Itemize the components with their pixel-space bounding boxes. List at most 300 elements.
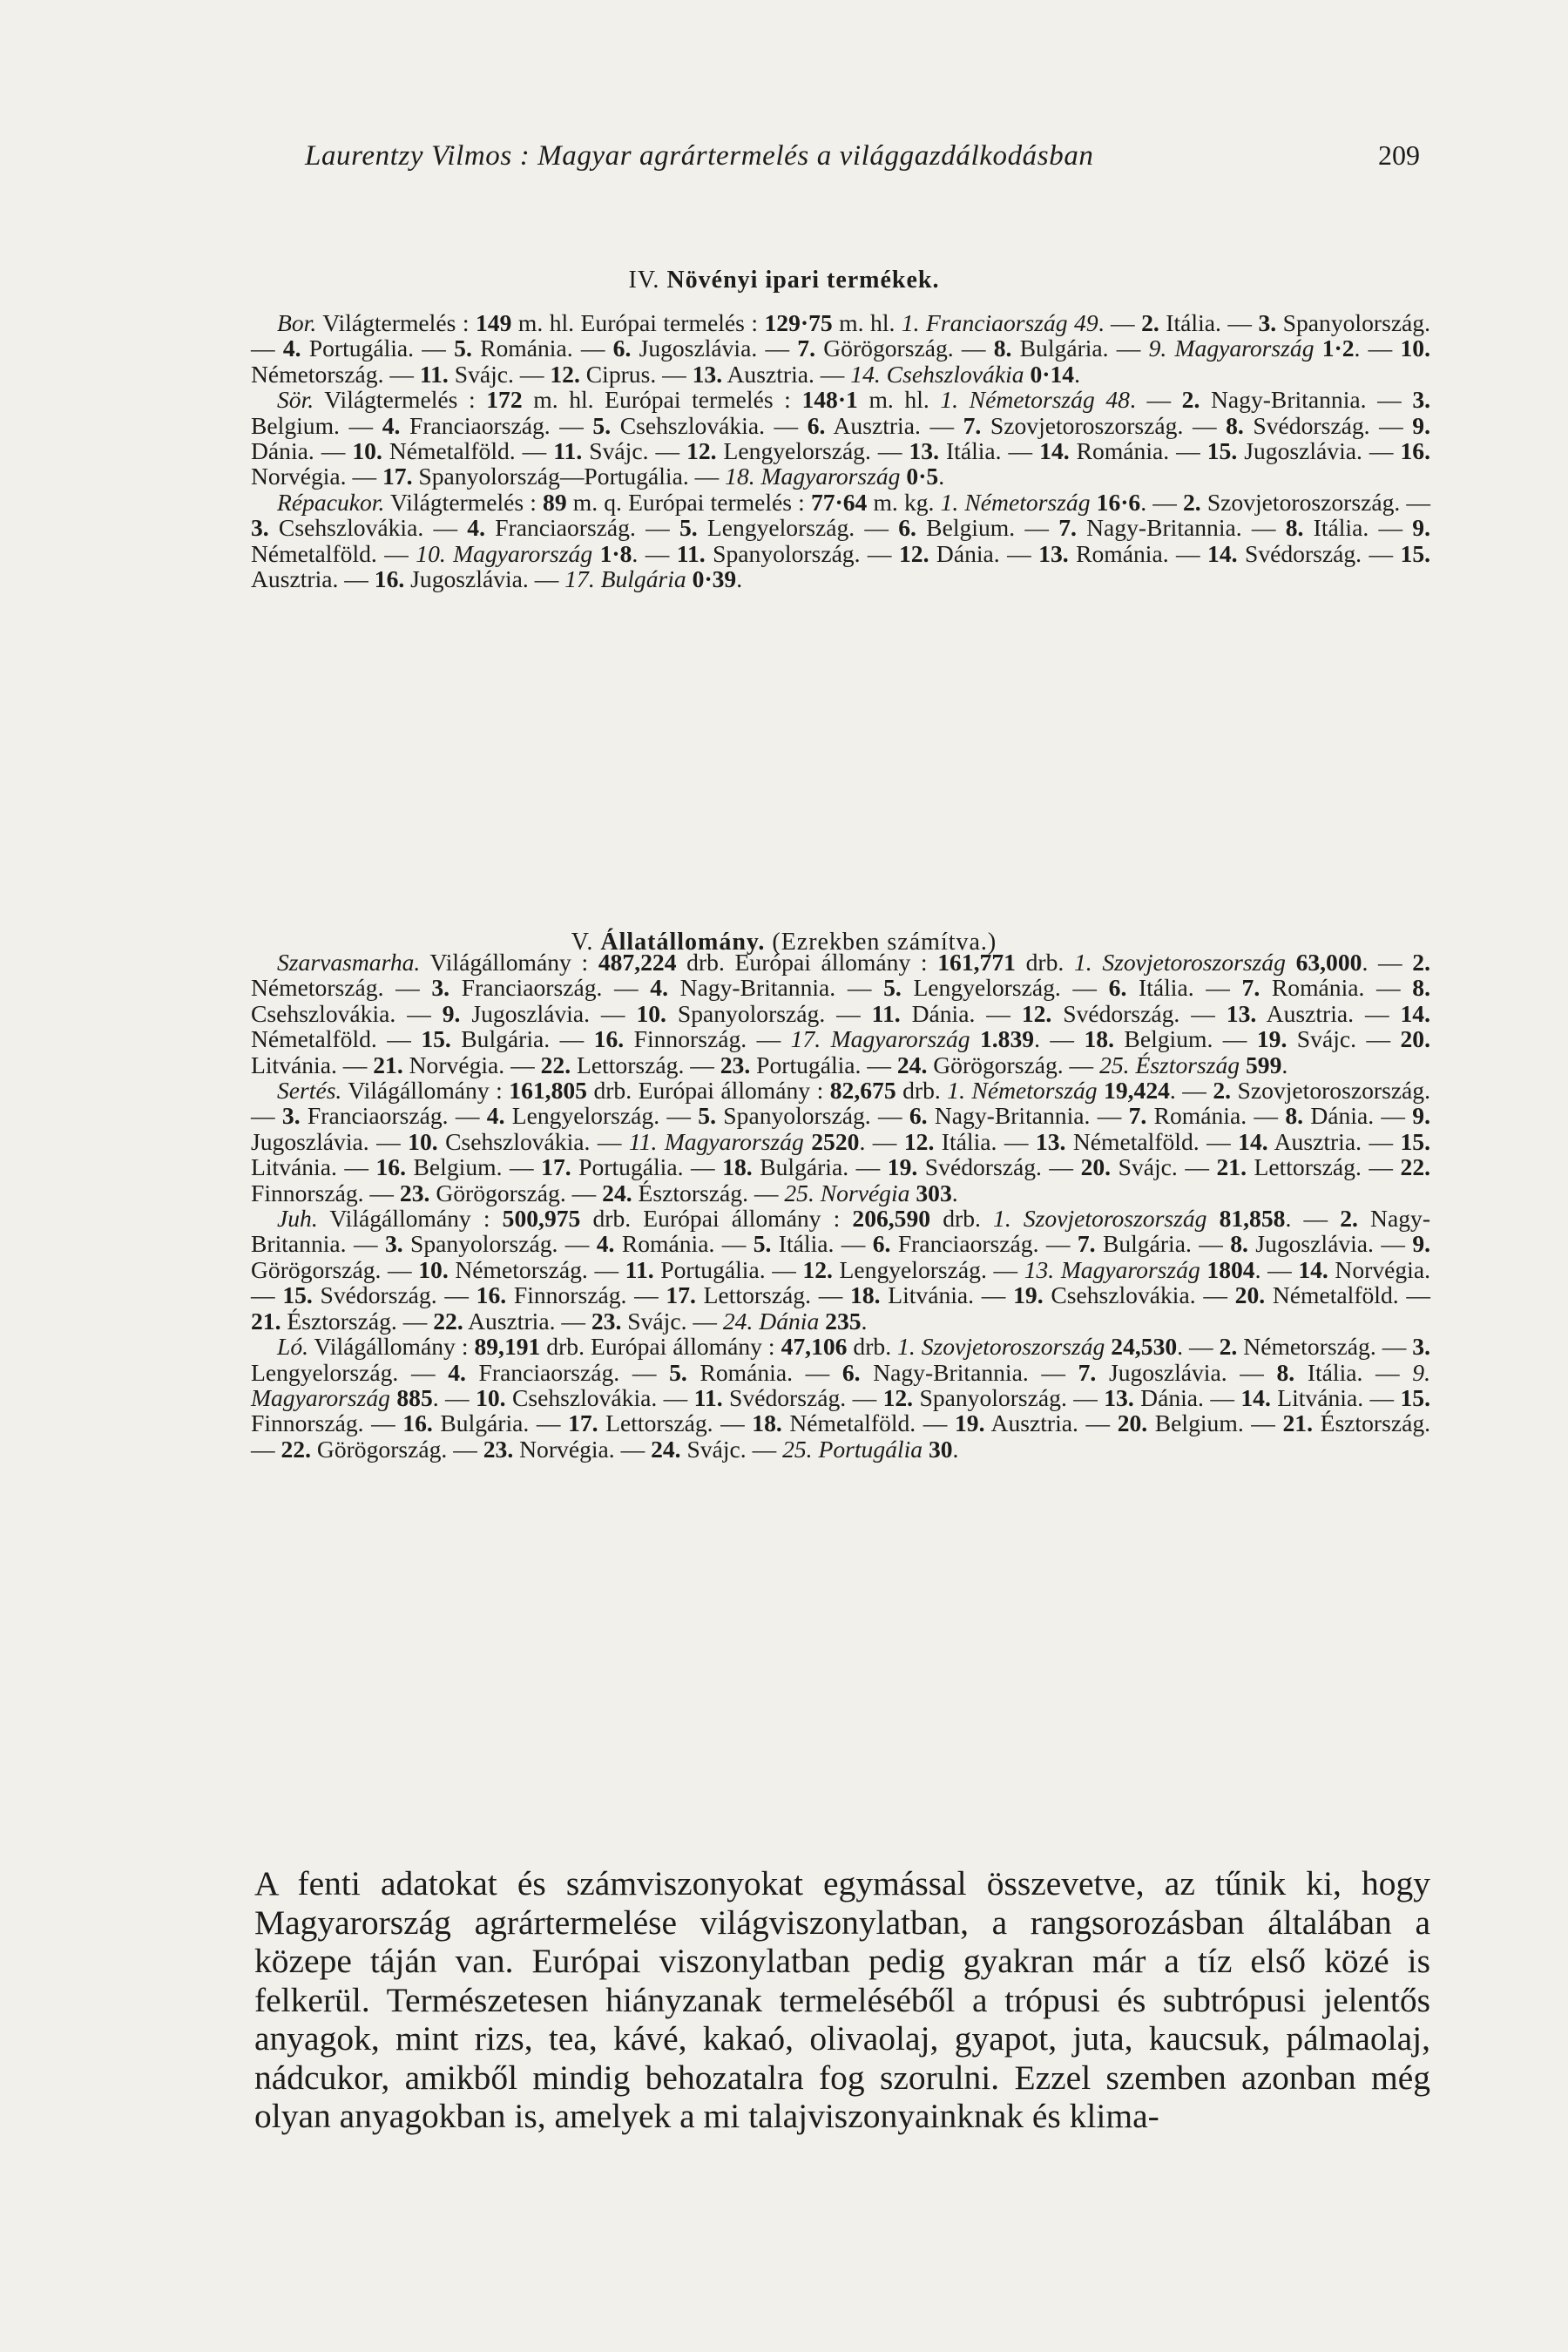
entry-text	[970, 1025, 980, 1052]
rank-or-value: 500,975	[502, 1205, 581, 1233]
entry-text: drb. Európai állomány :	[580, 1205, 853, 1233]
rank-or-value: 12.	[1021, 999, 1052, 1027]
rank-or-value: 20.	[1117, 1409, 1148, 1437]
entry-text: Belgium. —	[916, 514, 1059, 542]
entry-text: Franciaország. —	[400, 411, 593, 439]
rank-or-value: 129·75	[764, 309, 833, 336]
rank-or-value: 19.	[1256, 1025, 1288, 1053]
entry-text: Litvánia. —	[251, 1153, 376, 1181]
entry-label: Ló.	[277, 1333, 309, 1361]
rank-or-value: 7.	[1078, 1358, 1097, 1386]
rank-or-value: 63,000	[1295, 949, 1362, 976]
rank-or-value: 4.	[596, 1230, 615, 1258]
entry-text: Lengyelország. —	[716, 437, 909, 465]
rank-or-value: 2.	[1182, 488, 1201, 516]
rank-or-value: 206,590	[852, 1205, 931, 1233]
entry-text: Ausztria. —	[463, 1307, 591, 1335]
entry-text: m. hl. Európai termelés :	[511, 309, 765, 336]
entry-text: Németalföld. —	[382, 437, 554, 465]
rank-or-value: 3.	[384, 1230, 403, 1258]
entry-text: Világállomány :	[308, 1333, 475, 1361]
rank-or-value: 10.	[1400, 335, 1430, 362]
rank-or-value: 30	[928, 1435, 953, 1463]
entry-text: . —	[1169, 1077, 1213, 1105]
highlighted-country: 1. Németország	[940, 488, 1091, 516]
highlighted-country: 1. Németország	[947, 1077, 1098, 1105]
rank-or-value: 21.	[373, 1051, 403, 1078]
plant-products-list	[251, 310, 1430, 591]
rank-or-value: 10.	[476, 1383, 506, 1411]
entry-text: Belgium. —	[1147, 1409, 1283, 1437]
rank-or-value: 13.	[1035, 1127, 1066, 1155]
entry-text: Világállomány :	[341, 1077, 510, 1105]
rank-or-value: 17.	[382, 463, 413, 490]
rank-or-value: 6.	[898, 514, 916, 542]
entry-text: Világtermelés :	[316, 309, 476, 336]
entry-text: Finnország. —	[251, 1179, 400, 1206]
rank-or-value: 13.	[1226, 999, 1257, 1027]
entry-text: drb. Európai állomány :	[540, 1333, 781, 1361]
entry-text: . —	[1362, 949, 1413, 976]
rank-or-value: 4.	[282, 335, 301, 362]
entry-text: . —	[1140, 488, 1183, 516]
entry-text: Belgium. —	[251, 411, 382, 439]
entry-text: Finnország. —	[506, 1281, 666, 1309]
entry-text: drb.	[930, 1205, 994, 1233]
rank-or-value: 7.	[1077, 1230, 1096, 1258]
entry-text: Svájc. —	[1287, 1025, 1401, 1053]
entry-text: Spanyolország. —	[251, 309, 1431, 362]
entry-text: Dánia. —	[900, 999, 1022, 1027]
highlighted-country: 1. Németország 48	[940, 386, 1130, 414]
rank-or-value: 18.	[722, 1153, 753, 1181]
entry-text: Bulgária. —	[1095, 1230, 1231, 1258]
entry-text: Jugoszlávia. —	[251, 1127, 409, 1155]
entry-text: Franciaország. —	[449, 974, 651, 1002]
entry-text: Svédország. —	[312, 1281, 476, 1309]
entry-text: . —	[1098, 309, 1142, 336]
entry-text: Lengyelország. —	[251, 1358, 449, 1386]
rank-or-value: 3.	[1412, 386, 1431, 414]
rank-or-value: 2.	[1412, 949, 1430, 976]
rank-or-value: 3.	[1412, 1333, 1430, 1361]
rank-or-value: 8.	[1276, 1358, 1295, 1386]
rank-or-value: 12.	[550, 360, 580, 388]
entry-text: m. hl.	[832, 309, 902, 336]
entry-text: .	[1281, 1051, 1288, 1078]
rank-or-value: 3.	[1258, 309, 1277, 336]
rank-or-value: 5.	[679, 514, 698, 542]
entry-text: Észtország. —	[251, 1409, 1431, 1463]
entry-text: Jugoszlávia. —	[404, 565, 565, 593]
entry-text: Jugoszlávia. —	[460, 999, 637, 1027]
rank-or-value: 1·8	[599, 539, 632, 567]
entry-text: Spanyolország. —	[402, 1230, 597, 1258]
entry-text: Szovjetoroszország. —	[1200, 488, 1430, 516]
running-title: Laurentzy Vilmos : Magyar agrártermelés a világgazdálkodásban	[305, 140, 1094, 172]
rank-or-value: 2.	[1219, 1333, 1238, 1361]
entry-text: Svájc. —	[448, 360, 551, 388]
rank-or-value: 19.	[887, 1153, 918, 1181]
entry-text: Litvánia. —	[880, 1281, 1014, 1309]
highlighted-country: 11. Magyarország	[628, 1127, 804, 1155]
entry-text: Spanyolország. —	[913, 1383, 1105, 1411]
entry-text: Svédország. —	[917, 1153, 1081, 1181]
rank-or-value: 23.	[483, 1435, 514, 1463]
rank-or-value: 599	[1245, 1051, 1282, 1078]
entry-text: Németalföld. —	[781, 1409, 955, 1437]
entry-text: .	[1074, 360, 1080, 388]
entry-text: Itália. —	[934, 1127, 1036, 1155]
entry-text: Lettország. —	[598, 1409, 753, 1437]
entry-text: Nagy-Britannia. —	[1076, 514, 1286, 542]
entry-text	[1315, 335, 1322, 362]
rank-or-value: 161,771	[937, 949, 1016, 976]
rank-or-value: 6.	[612, 335, 632, 362]
entry-bor	[251, 310, 1430, 387]
rank-or-value: 9.	[1412, 411, 1430, 439]
section-title: Növényi ipari termékek.	[666, 267, 940, 294]
rank-or-value: 3.	[431, 974, 450, 1002]
highlighted-country: 9. Magyarország	[1148, 335, 1315, 362]
entry-text: drb.	[1015, 949, 1074, 976]
rank-or-value: 0·14	[1030, 360, 1075, 388]
entry-text: m. hl.	[857, 386, 941, 414]
entry-text: Nagy-Britannia. —	[1200, 386, 1413, 414]
rank-or-value: 5.	[698, 1102, 716, 1130]
entry-text: Spanyolország. —	[716, 1102, 909, 1130]
entry-text: Svájc. —	[582, 437, 687, 465]
rank-or-value: 9.	[1412, 1102, 1430, 1130]
rank-or-value: 22.	[280, 1435, 311, 1463]
rank-or-value: 16.	[476, 1281, 507, 1309]
highlighted-country: 17. Bulgária	[564, 565, 686, 593]
entry-text: Itália. —	[1159, 309, 1259, 336]
entry-text: Svájc. —	[1111, 1153, 1217, 1181]
entry-text: Jugoszlávia. —	[1096, 1358, 1277, 1386]
entry-text: Spanyolország. —	[705, 539, 899, 567]
rank-or-value: 10.	[418, 1255, 449, 1283]
rank-or-value: 16.	[1400, 437, 1430, 465]
rank-or-value: 10.	[352, 437, 382, 465]
entry-text: Németország. —	[251, 360, 420, 388]
rank-or-value: 12.	[882, 1383, 914, 1411]
rank-or-value: 7.	[1241, 974, 1260, 1002]
entry-text: Svédország. —	[1051, 999, 1227, 1027]
entry-text: . —	[1177, 1333, 1220, 1361]
entry-text: Észtország. —	[280, 1307, 434, 1335]
rank-or-value: 8.	[1226, 411, 1244, 439]
entry-text	[1206, 1205, 1219, 1232]
entry-text: Románia. —	[686, 1358, 842, 1386]
entry-text: Jugoszlávia. —	[1237, 437, 1401, 465]
entry-text: .	[861, 1307, 868, 1335]
entry-text: Ausztria. —	[251, 565, 375, 593]
entry-text: Szovjetoroszország. —	[981, 411, 1227, 439]
section-heading-plant-products	[0, 267, 1568, 294]
rank-or-value: 6.	[909, 1102, 928, 1130]
entry-text: Litvánia. —	[1270, 1383, 1401, 1411]
rank-or-value: 17.	[666, 1281, 696, 1309]
rank-or-value: 3.	[251, 514, 269, 542]
rank-or-value: 11.	[419, 360, 449, 388]
rank-or-value: 5.	[592, 411, 612, 439]
page-number: 209	[1378, 139, 1420, 171]
entry-text: Svédország. —	[1237, 539, 1401, 567]
entry-label: Szarvasmarha.	[277, 949, 421, 976]
rank-or-value: 16·6	[1096, 488, 1141, 516]
entry-text	[1240, 1051, 1246, 1078]
entry-text: Lengyelország. —	[901, 974, 1109, 1002]
highlighted-country: 10. Magyarország	[416, 539, 593, 567]
entry-juh	[251, 1206, 1430, 1334]
entry-text: Itália. —	[771, 1230, 873, 1258]
rank-or-value: 19.	[1013, 1281, 1044, 1309]
rank-or-value: 2520	[811, 1127, 860, 1155]
entry-text: Svájc. —	[680, 1435, 783, 1463]
rank-or-value: 15.	[1206, 437, 1238, 465]
section-title: Állatállomány.	[600, 929, 766, 956]
section-number: V.	[571, 929, 594, 956]
rank-or-value: 15.	[1400, 1127, 1430, 1155]
entry-text: Bulgária. —	[432, 1409, 569, 1437]
entry-text: Csehszlovákia. —	[437, 1127, 629, 1155]
rank-or-value: 24.	[602, 1179, 632, 1206]
entry-text: Dánia. —	[929, 539, 1039, 567]
rank-or-value: 2.	[1181, 386, 1200, 414]
rank-or-value: 14.	[1039, 437, 1070, 465]
entry-text: Portugália. —	[750, 1051, 897, 1078]
rank-or-value: 2.	[1213, 1077, 1232, 1105]
entry-text: Románia. —	[1146, 1102, 1286, 1130]
rank-or-value: 8.	[1285, 1102, 1304, 1130]
rank-or-value: 16.	[593, 1025, 625, 1053]
entry-text	[804, 1128, 811, 1155]
entry-text: Ausztria. —	[722, 360, 851, 388]
rank-or-value: 885	[396, 1383, 433, 1411]
entry-text: Lengyelország. —	[504, 1102, 699, 1130]
entry-text: Spanyolország. —	[666, 999, 872, 1027]
entry-text: Litvánia. —	[251, 1051, 374, 1078]
entry-text: . —	[1354, 335, 1401, 362]
rank-or-value: 6.	[807, 411, 826, 439]
rank-or-value: 17.	[541, 1153, 571, 1181]
entry-text: Görögország. —	[815, 335, 994, 362]
rank-or-value: 4.	[382, 411, 401, 439]
rank-or-value: 0·5	[906, 463, 939, 490]
rank-or-value: 11.	[553, 437, 583, 465]
entry-text: Bulgária. —	[1011, 335, 1149, 362]
highlighted-country: 1. Franciaország 49	[901, 309, 1098, 336]
entry-text: Norvégia. —	[251, 1255, 1430, 1309]
entry-text: . —	[432, 1383, 476, 1411]
rank-or-value: 17.	[568, 1409, 598, 1437]
rank-or-value: 1·2	[1321, 335, 1355, 362]
entry-sor	[251, 387, 1430, 490]
entry-text: Itália. —	[1294, 1358, 1413, 1386]
rank-or-value: 11.	[676, 539, 706, 567]
rank-or-value: 4.	[650, 974, 668, 1002]
entry-text: Franciaország. —	[890, 1230, 1078, 1258]
entry-text: . —	[1034, 1025, 1085, 1053]
rank-or-value: 6.	[841, 1358, 861, 1386]
entry-text: Norvégia. —	[402, 1051, 541, 1078]
highlighted-country: 25. Norvégia	[784, 1179, 910, 1206]
rank-or-value: 1804	[1206, 1255, 1255, 1283]
entry-text: Románia. —	[614, 1230, 754, 1258]
rank-or-value: 16.	[402, 1409, 433, 1437]
rank-or-value: 1.839	[979, 1025, 1035, 1053]
entry-text: Románia. —	[1069, 437, 1207, 465]
entry-text: Bulgária. —	[450, 1025, 594, 1053]
entry-text: Ausztria. —	[1267, 1127, 1401, 1155]
entry-text: Franciaország. —	[300, 1102, 487, 1130]
highlighted-country: 25. Észtország	[1099, 1051, 1240, 1078]
rank-or-value: 11.	[693, 1383, 723, 1411]
rank-or-value: 6.	[1108, 974, 1127, 1002]
entry-text: Világtermelés :	[314, 386, 487, 414]
entry-text: Németalföld. —	[1065, 1127, 1239, 1155]
rank-or-value: 2.	[1340, 1205, 1358, 1233]
rank-or-value: 7.	[797, 335, 815, 362]
highlighted-country: 25. Portugália	[782, 1435, 923, 1463]
rank-or-value: 21.	[251, 1307, 281, 1335]
entry-text	[1286, 949, 1296, 976]
entry-sertes	[251, 1078, 1430, 1206]
rank-or-value: 16.	[375, 1153, 406, 1181]
entry-text: m. hl. Európai termelés :	[522, 386, 802, 414]
rank-or-value: 8.	[1285, 514, 1304, 542]
rank-or-value: 5.	[454, 335, 472, 362]
rank-or-value: 21.	[1216, 1153, 1247, 1181]
rank-or-value: 18.	[752, 1409, 782, 1437]
entry-text: Itália. —	[938, 437, 1040, 465]
rank-or-value: 23.	[591, 1307, 622, 1335]
entry-text: m. kg.	[867, 488, 941, 516]
entry-text: Észtország. —	[632, 1179, 785, 1206]
rank-or-value: 9.	[1412, 1230, 1431, 1258]
entry-text: m. q. Európai termelés :	[566, 488, 811, 516]
rank-or-value: 12.	[903, 1127, 935, 1155]
entry-text: Nagy-Britannia. —	[927, 1102, 1129, 1130]
rank-or-value: 20.	[1080, 1153, 1112, 1181]
rank-or-value: 10.	[636, 999, 666, 1027]
entry-text: Portugália. —	[571, 1153, 723, 1181]
running-header	[305, 139, 1420, 172]
entry-text: Franciaország. —	[484, 514, 679, 542]
rank-or-value: 11.	[625, 1255, 654, 1283]
entry-text: Portugália. —	[301, 335, 455, 362]
entry-text: Görögország. —	[429, 1179, 603, 1206]
entry-text: Svédország. —	[1243, 411, 1413, 439]
section-subtitle: (Ezrekben számítva.)	[772, 929, 997, 956]
entry-text: Finnország. —	[251, 1409, 403, 1437]
entry-text: .	[952, 1435, 959, 1463]
rank-or-value: 12.	[802, 1255, 833, 1283]
entry-label: Sör.	[277, 386, 314, 414]
entry-text: .	[951, 1179, 958, 1206]
rank-or-value: 82,675	[829, 1077, 896, 1105]
entry-text: Csehszlovákia. —	[268, 514, 468, 542]
rank-or-value: 14.	[1207, 539, 1238, 567]
rank-or-value: 20.	[1234, 1281, 1266, 1309]
rank-or-value: 18.	[1084, 1025, 1114, 1053]
rank-or-value: 24.	[896, 1051, 928, 1078]
entry-text: . —	[1285, 1205, 1341, 1233]
rank-or-value: 19.	[954, 1409, 985, 1437]
rank-or-value: 19,424	[1104, 1077, 1170, 1105]
highlighted-country: 17. Magyarország	[790, 1025, 970, 1053]
rank-or-value: 89,191	[474, 1333, 541, 1361]
entry-text: Nagy-Britannia. —	[668, 974, 884, 1002]
entry-text: Görögország. —	[927, 1051, 1100, 1078]
rank-or-value: 7.	[963, 411, 982, 439]
rank-or-value: 13.	[1104, 1383, 1134, 1411]
entry-text: drb.	[847, 1333, 898, 1361]
rank-or-value: 3.	[281, 1102, 301, 1130]
rank-or-value: 23.	[720, 1051, 751, 1078]
rank-or-value: 487,224	[598, 949, 677, 976]
entry-text: . —	[1129, 386, 1182, 414]
entry-text: Ciprus. —	[579, 360, 693, 388]
rank-or-value: 4.	[448, 1358, 466, 1386]
entry-text: Németalföld. —	[251, 1025, 422, 1053]
rank-or-value: 9.	[442, 999, 461, 1027]
entry-text: Csehszlovákia. —	[611, 411, 808, 439]
rank-or-value: 303	[916, 1179, 952, 1206]
highlighted-country: 14. Csehszlovákia	[850, 360, 1024, 388]
rank-or-value: 9.	[1412, 514, 1430, 542]
rank-or-value: 10.	[408, 1127, 438, 1155]
highlighted-country: 9. Magyarország	[251, 1358, 1430, 1411]
entry-text	[1091, 489, 1097, 516]
rank-or-value: 13.	[909, 437, 939, 465]
rank-or-value: 24.	[651, 1435, 681, 1463]
rank-or-value: 13.	[692, 360, 723, 388]
rank-or-value: 14.	[1240, 1383, 1271, 1411]
entry-text: Dánia. —	[1133, 1383, 1241, 1411]
rank-or-value: 8.	[993, 335, 1012, 362]
entry-text: Görögország. —	[311, 1435, 483, 1463]
rank-or-value: 172	[486, 386, 523, 414]
rank-or-value: 22.	[540, 1051, 571, 1078]
entry-text: Lengyelország. —	[697, 514, 899, 542]
entry-lo	[251, 1334, 1430, 1462]
rank-or-value: 22.	[1400, 1153, 1431, 1181]
entry-text: Lettország. —	[571, 1051, 720, 1078]
rank-or-value: 5.	[753, 1230, 772, 1258]
highlighted-country: 1. Szovjetoroszország	[993, 1205, 1207, 1233]
rank-or-value: 2.	[1141, 309, 1159, 336]
entry-text: Csehszlovákia. —	[1043, 1281, 1235, 1309]
entry-text: Svédország. —	[722, 1383, 883, 1411]
rank-or-value: 15.	[421, 1025, 451, 1053]
entry-text: Belgium. —	[406, 1153, 542, 1181]
entry-text: Finnország. —	[624, 1025, 791, 1053]
entry-text: . —	[1254, 1255, 1299, 1283]
rank-or-value: 18.	[850, 1281, 881, 1309]
entry-text: Görögország. —	[251, 1255, 419, 1283]
entry-label: Juh.	[277, 1205, 318, 1233]
entry-label: Bor.	[277, 309, 317, 336]
entry-text: Jugoszlávia. —	[1247, 1230, 1413, 1258]
entry-text: Csehszlovákia. —	[251, 999, 443, 1027]
rank-or-value: 149	[475, 309, 512, 336]
rank-or-value: 14.	[1400, 999, 1430, 1027]
rank-or-value: 14.	[1238, 1127, 1268, 1155]
rank-or-value: 13.	[1038, 539, 1069, 567]
entry-text: Ausztria. —	[825, 411, 963, 439]
